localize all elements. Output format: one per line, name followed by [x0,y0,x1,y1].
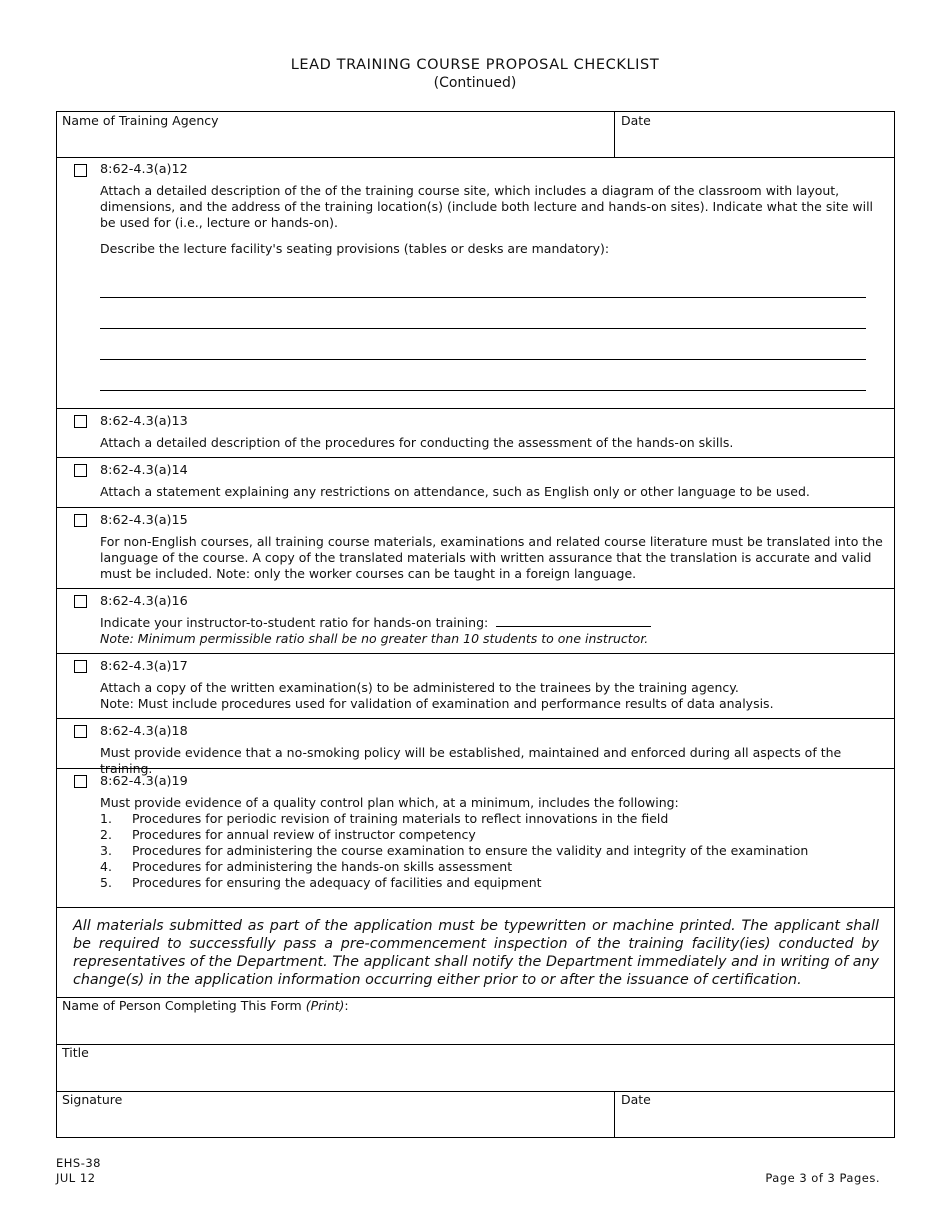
divider [57,1091,894,1092]
bottom-date-label: Date [621,1092,651,1107]
quality-control-list [100,811,808,891]
divider [57,457,894,458]
submission-notice: All materials submitted as part of the application must be typewritten or machine printed. The applicant shall be required to successfully pass a pre-commencement inspection of the training facility(ies) conducted by representatives of the Department. The applicant shall notify the Department immediately and in writing of any change(s) in the application information occurring either prior to or after the issuance of certification. [73,918,879,988]
checkbox-item-18[interactable] [74,725,87,738]
item-16-note: Note: Minimum permissible ratio shall be no greater than 10 students to one instructor. [100,631,649,646]
title-field[interactable] [57,1062,894,1090]
form-subtitle: (Continued) [433,75,517,91]
list-item: 2. Procedures for annual review of instructor competency [100,827,476,842]
checkbox-item-19[interactable] [74,775,87,788]
item-19-code: 8:62-4.3(a)19 [100,774,188,789]
title-label: Title [62,1045,89,1060]
seating-answer-line[interactable] [100,359,866,360]
checkbox-item-12[interactable] [74,164,87,177]
checklist-form [56,111,895,1138]
item-18-text: Must provide evidence that a no-smoking policy will be established, maintained and enforced during all aspects of the training. [100,745,842,776]
bottom-date-field[interactable] [615,1108,894,1137]
item-16-code: 8:62-4.3(a)16 [100,594,188,609]
item-14-code: 8:62-4.3(a)14 [100,463,188,478]
list-item: 1. Procedures for periodic revision of training materials to reflect innovations in the field [100,811,669,826]
checkbox-item-13[interactable] [74,415,87,428]
agency-name-label: Name of Training Agency [62,113,219,128]
item-12-prompt: Describe the lecture facility's seating provisions (tables or desks are mandatory): [100,241,610,256]
item-13-text: Attach a detailed description of the procedures for conducting the assessment of the hands-on skills. [100,435,734,450]
list-item: 5. Procedures for ensuring the adequacy of facilities and equipment [100,875,542,890]
divider [57,768,894,769]
checkbox-item-14[interactable] [74,464,87,477]
seating-answer-line[interactable] [100,328,866,329]
divider [57,507,894,508]
page-number: Page 3 of 3 Pages. [765,1171,880,1185]
item-17-note: Note: Must include procedures used for validation of examination and performance results of data analysis. [100,696,774,711]
item-19-text: Must provide evidence of a quality control plan which, at a minimum, includes the following: [100,795,679,810]
top-date-field[interactable] [615,112,894,156]
item-16-text-row [100,615,890,631]
item-17-text: Attach a copy of the written examination(s) to be administered to the trainees by the training agency. [100,680,739,695]
divider [57,1044,894,1045]
seating-answer-line[interactable] [100,297,866,298]
item-13-code: 8:62-4.3(a)13 [100,414,188,429]
item-12-code: 8:62-4.3(a)12 [100,162,188,177]
item-15-code: 8:62-4.3(a)15 [100,513,188,528]
item-12-text: Attach a detailed description of the of the training course site, which includes a diagram of the classroom with layout, dimensions, and the address of the training location(s) (include both lecture and hands-on sites). Indicate what the site will be used for (i.e., lecture or hands-on). [100,183,874,230]
signature-field[interactable] [57,1108,614,1137]
form-date: JUL 12 [56,1171,96,1185]
item-15-text: For non-English courses, all training course materials, examinations and related course literature must be translated into the language of the course. A copy of the translated materials with written assurance that the translation is accurate and valid must be included. Note: only the worker courses can be taught in a foreign language. [100,534,883,581]
checkbox-item-15[interactable] [74,514,87,527]
divider [57,157,894,158]
person-name-field[interactable] [57,1014,894,1044]
form-title: LEAD TRAINING COURSE PROPOSAL CHECKLIST [290,57,660,73]
divider [57,653,894,654]
person-name-label: Name of Person Completing This Form (Print): [62,998,349,1013]
item-18-code: 8:62-4.3(a)18 [100,724,188,739]
form-id: EHS-38 [56,1156,101,1170]
divider [57,588,894,589]
divider [57,907,894,908]
seating-answer-line[interactable] [100,390,866,391]
divider [57,718,894,719]
item-16-text: Indicate your instructor-to-student ratio for hands-on training: [100,615,489,630]
list-item: 3. Procedures for administering the course examination to ensure the validity and integrity of the examination [100,843,809,858]
divider [57,408,894,409]
ratio-input-line[interactable] [496,615,651,627]
item-17-code: 8:62-4.3(a)17 [100,659,188,674]
checkbox-item-17[interactable] [74,660,87,673]
item-14-text: Attach a statement explaining any restrictions on attendance, such as English only or other language to be used. [100,484,810,499]
agency-name-field[interactable] [57,112,614,156]
checkbox-item-16[interactable] [74,595,87,608]
top-date-label: Date [621,113,651,128]
signature-label: Signature [62,1092,123,1107]
list-item: 4. Procedures for administering the hands-on skills assessment [100,859,513,874]
